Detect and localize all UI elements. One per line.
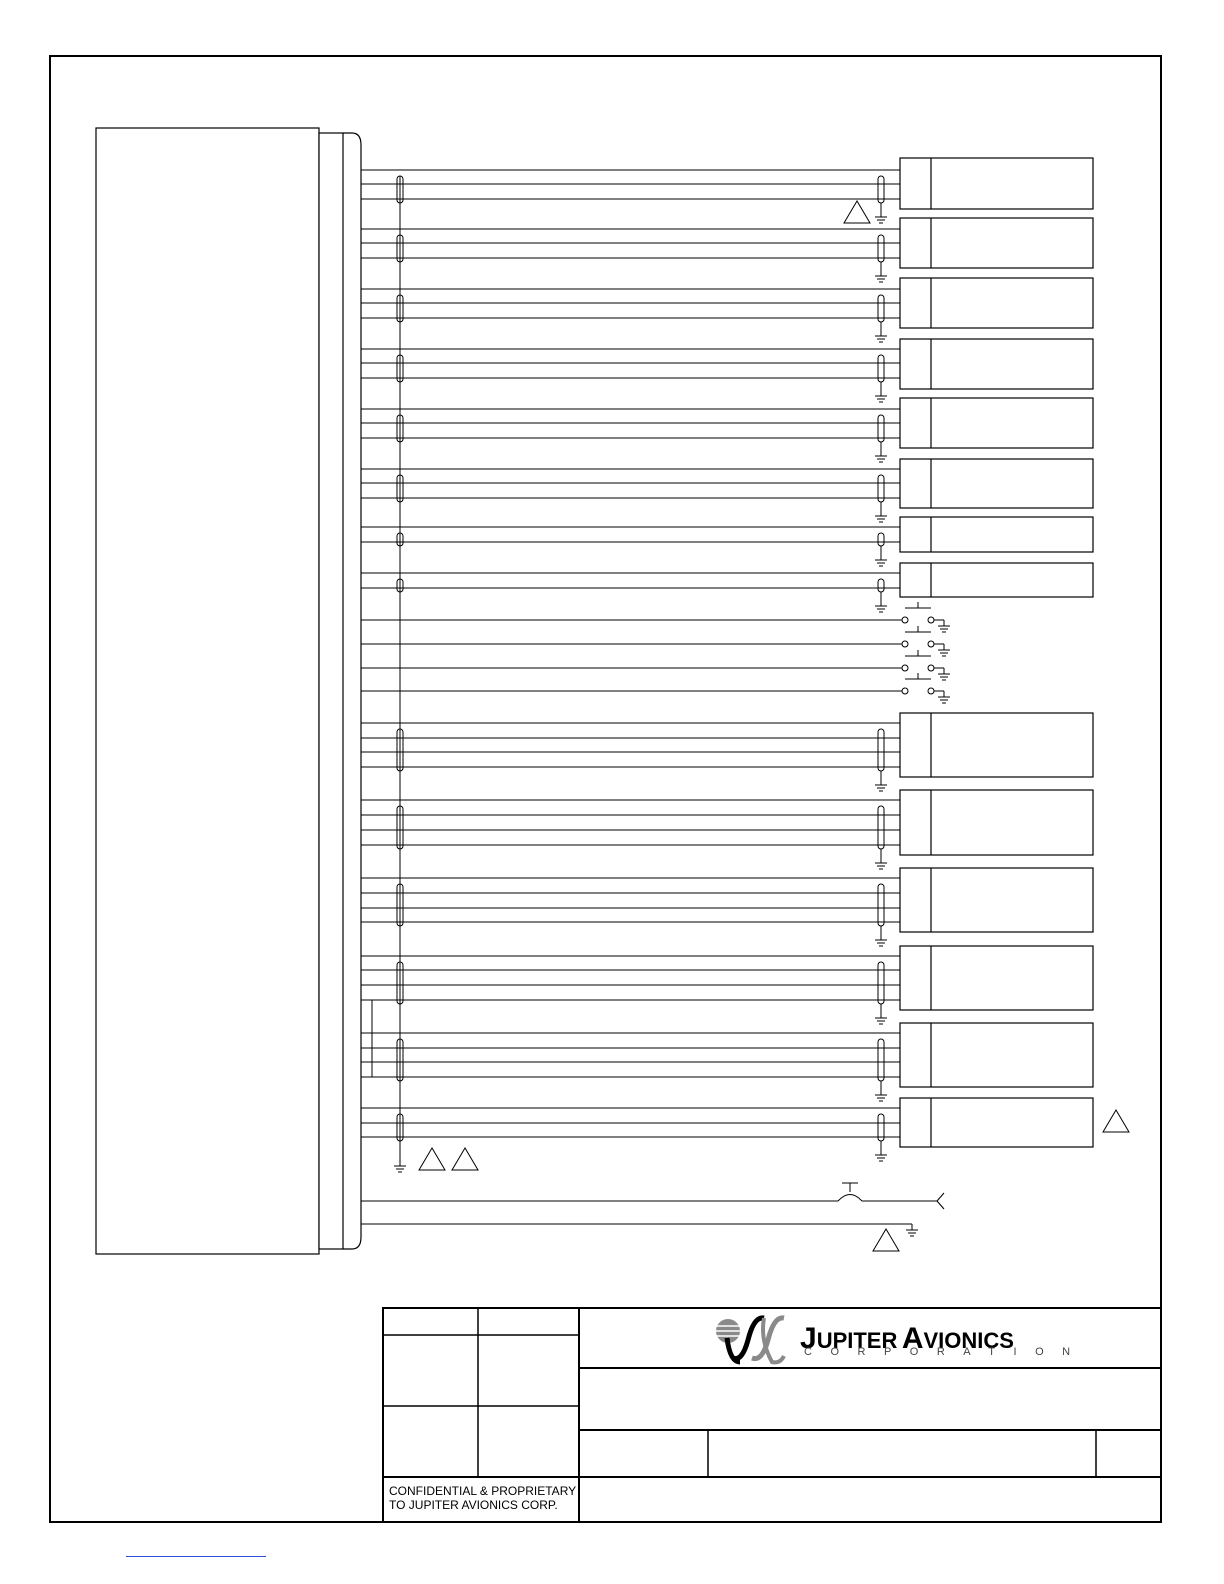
ground-icon bbox=[875, 1149, 887, 1161]
ground-icon bbox=[938, 691, 950, 703]
shield-loop bbox=[878, 533, 884, 546]
confidential-notice bbox=[389, 1484, 576, 1512]
main-unit bbox=[96, 128, 361, 1254]
device-box-7 bbox=[900, 517, 1093, 552]
note-flag-icon bbox=[1103, 1110, 1129, 1132]
confidential-line-2: TO JUPITER AVIONICS CORP. bbox=[389, 1498, 558, 1512]
ground-icon bbox=[875, 330, 887, 342]
note-flag-icon bbox=[873, 1229, 899, 1251]
device-box-3 bbox=[900, 278, 1093, 328]
momentary-switch bbox=[838, 1183, 944, 1209]
note-flag-icon bbox=[844, 201, 870, 223]
device-box bbox=[900, 790, 1093, 855]
logo-word-upiter: UPITER bbox=[816, 1328, 898, 1353]
device-box-6 bbox=[900, 459, 1093, 508]
ground-icon bbox=[875, 934, 887, 946]
pushbutton-switch-3 bbox=[902, 650, 950, 680]
logo-subtitle: CORPORATION bbox=[804, 1346, 1089, 1358]
shield-loop bbox=[878, 962, 884, 1004]
device-box bbox=[900, 517, 1093, 552]
ground-icon bbox=[875, 779, 887, 791]
ground-icon bbox=[875, 1012, 887, 1024]
ground-icon bbox=[875, 857, 887, 869]
shield-loop bbox=[878, 806, 884, 849]
logo-initial-j: J bbox=[800, 1322, 817, 1355]
device-box bbox=[900, 563, 1093, 597]
pushbutton-switch-1 bbox=[902, 602, 950, 632]
device-box bbox=[900, 868, 1093, 932]
device-box bbox=[900, 459, 1093, 508]
shield-loop bbox=[878, 1039, 884, 1081]
note-flag-icon bbox=[452, 1148, 478, 1170]
device-box bbox=[900, 713, 1093, 777]
ground-icon bbox=[875, 554, 887, 566]
wire-harness bbox=[361, 170, 918, 1236]
jupiter-wave-logo-icon bbox=[716, 1318, 784, 1363]
device-box-13 bbox=[900, 1023, 1093, 1087]
ground-icon bbox=[875, 270, 887, 282]
device-box-4 bbox=[900, 339, 1093, 389]
pushbutton-switch-2 bbox=[902, 626, 950, 656]
footer-link-underline bbox=[126, 1556, 266, 1557]
device-box bbox=[900, 339, 1093, 389]
logo-word-vionics: VIONICS bbox=[923, 1328, 1014, 1353]
shield-loop bbox=[878, 579, 884, 592]
device-box-10 bbox=[900, 790, 1093, 855]
device-box bbox=[900, 946, 1093, 1010]
device-box bbox=[900, 158, 1093, 209]
device-box bbox=[900, 1098, 1093, 1147]
device-box-2 bbox=[900, 218, 1093, 268]
ground-icon bbox=[938, 668, 950, 680]
device-box-11 bbox=[900, 868, 1093, 932]
device-box-9 bbox=[900, 713, 1093, 777]
connector-plug bbox=[343, 133, 361, 1249]
ground-icon bbox=[938, 620, 950, 632]
ground-icon bbox=[394, 1160, 406, 1172]
device-box bbox=[900, 398, 1093, 448]
ground-icon bbox=[938, 644, 950, 656]
note-flag-icon bbox=[419, 1148, 445, 1170]
shield-loop bbox=[878, 729, 884, 771]
ground-icon bbox=[875, 390, 887, 402]
device-box-1 bbox=[900, 158, 1093, 209]
device-box-8 bbox=[900, 563, 1093, 597]
ground-icon bbox=[875, 450, 887, 462]
device-box bbox=[900, 218, 1093, 268]
device-box-12 bbox=[900, 946, 1093, 1010]
device-box-14 bbox=[900, 1098, 1093, 1147]
device-box bbox=[900, 1023, 1093, 1087]
shield-loop bbox=[878, 884, 884, 926]
confidential-line-1: CONFIDENTIAL & PROPRIETARY bbox=[389, 1484, 577, 1498]
peripheral-devices bbox=[838, 158, 1093, 1209]
device-box-5 bbox=[900, 398, 1093, 448]
device-box bbox=[900, 278, 1093, 328]
ground-icon bbox=[875, 600, 887, 612]
logo-initial-a: A bbox=[901, 1322, 924, 1355]
ground-icon bbox=[875, 510, 887, 522]
ground-icon bbox=[875, 211, 887, 223]
ground-icon bbox=[906, 1224, 918, 1236]
main-unit-connector bbox=[319, 133, 343, 1249]
ground-icon bbox=[875, 1089, 887, 1101]
